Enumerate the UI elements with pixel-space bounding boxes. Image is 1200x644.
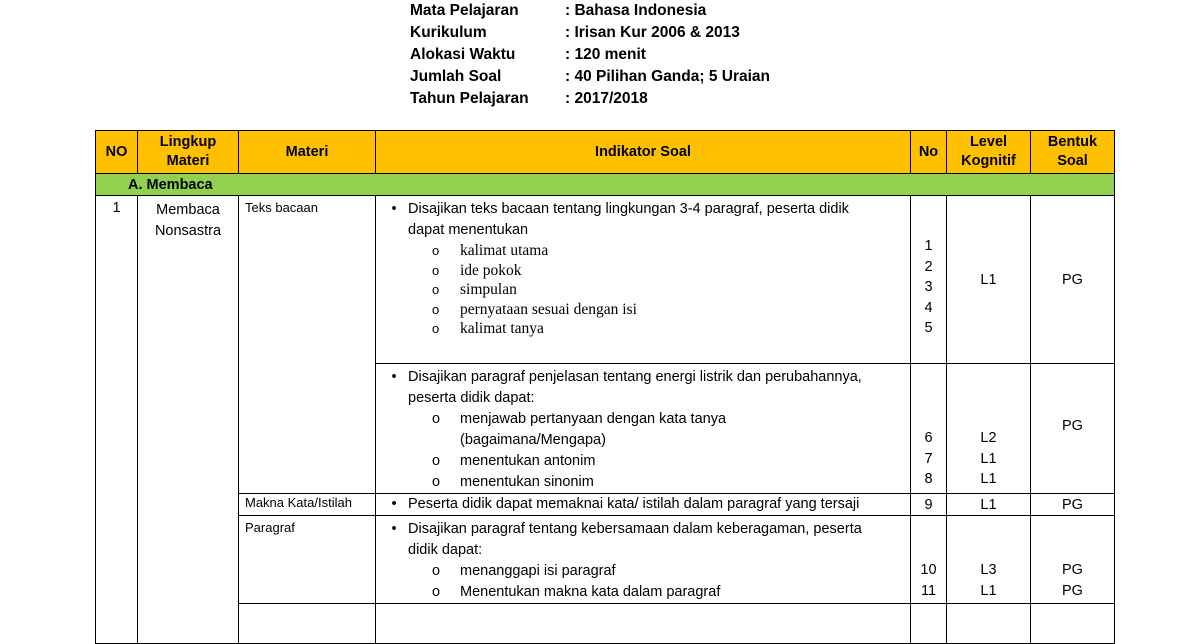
- header-row: [96, 131, 1115, 174]
- table-row: [96, 516, 1115, 604]
- row-no-soal: [911, 516, 947, 604]
- soal-number: 8: [924, 471, 933, 487]
- row-no: 1: [96, 196, 138, 644]
- sub-list: [380, 241, 906, 339]
- sub-item-text: menjawab pertanyaan dengan kata tanya: [460, 411, 727, 427]
- row-level: [947, 604, 1031, 644]
- level-value: L1: [980, 450, 997, 467]
- list-item: [380, 367, 906, 388]
- bullet-icon: •: [391, 496, 397, 512]
- meta-row: [410, 0, 770, 22]
- list-item: [380, 519, 906, 540]
- row-bentuk: [1031, 604, 1115, 644]
- sub-item: [380, 300, 906, 320]
- meta-value: : 40 Pilihan Ganda; 5 Uraian: [565, 68, 771, 85]
- bullet-icon: •: [391, 201, 397, 217]
- row-bentuk: PG: [1031, 494, 1115, 516]
- row-materi: Teks bacaan: [239, 196, 376, 494]
- bentuk-value: PG: [1062, 582, 1083, 599]
- header-materi: Materi: [239, 131, 376, 174]
- sub-item-text: simpulan: [460, 281, 517, 298]
- row-bentuk: [1031, 516, 1115, 604]
- row-level: [947, 364, 1031, 494]
- level-value: L1: [980, 471, 997, 487]
- bullet-icon: •: [391, 369, 397, 385]
- row-no-soal: [911, 196, 947, 364]
- circle-bullet-icon: o: [432, 411, 441, 427]
- level-value: L2: [980, 430, 997, 446]
- indikator-text: Disajikan teks bacaan tentang lingkungan 3-4 paragraf, peserta didik: [408, 201, 849, 217]
- row-materi: Makna Kata/Istilah: [239, 494, 376, 516]
- row-level: [947, 516, 1031, 604]
- header-level: [947, 131, 1031, 174]
- sub-item: [380, 582, 906, 603]
- header-bentuk: [1031, 131, 1115, 174]
- sub-item: [380, 561, 906, 582]
- indikator-text-cont: dapat menentukan: [408, 222, 529, 238]
- lingkup-line1: Membaca: [156, 202, 220, 218]
- sub-item-text: menentukan antonim: [460, 453, 596, 469]
- header-level-line2: Kognitif: [961, 153, 1016, 169]
- meta-row: [410, 44, 770, 66]
- row-indikator: [376, 494, 911, 516]
- soal-number: 1: [924, 238, 933, 254]
- meta-value: : 120 menit: [565, 46, 646, 63]
- meta-label: Kurikulum: [410, 24, 487, 41]
- sub-item: [380, 451, 906, 472]
- table-row: [96, 494, 1115, 516]
- table-row: [96, 196, 1115, 364]
- sub-item-text: kalimat tanya: [460, 320, 544, 337]
- circle-bullet-icon: o: [432, 262, 440, 278]
- row-no-soal: 9: [911, 494, 947, 516]
- meta-value: : 2017/2018: [565, 90, 648, 107]
- meta-label: Mata Pelajaran: [410, 2, 519, 19]
- soal-number: 6: [924, 430, 933, 446]
- row-materi: [239, 604, 376, 644]
- kisi-kisi-table: [95, 130, 1115, 644]
- header-lingkup: [138, 131, 239, 174]
- document-meta: [410, 0, 770, 110]
- meta-label: Jumlah Soal: [410, 68, 502, 85]
- row-lingkup: [138, 196, 239, 644]
- indikator-text-cont: didik dapat:: [408, 542, 483, 558]
- header-indikator: Indikator Soal: [376, 131, 911, 174]
- row-bentuk: PG: [1031, 364, 1115, 494]
- table-row: [96, 604, 1115, 644]
- soal-number: 4: [924, 299, 933, 316]
- header-bentuk-line2: Soal: [1057, 153, 1088, 169]
- lingkup-line2: Nonsastra: [154, 223, 222, 239]
- meta-label: Tahun Pelajaran: [410, 90, 529, 107]
- circle-bullet-icon: o: [432, 282, 440, 297]
- row-indikator: [376, 364, 911, 494]
- row-indikator: [376, 516, 911, 604]
- circle-bullet-icon: o: [432, 474, 441, 490]
- soal-number: 7: [924, 450, 933, 467]
- circle-bullet-icon: o: [432, 453, 441, 469]
- header-lingkup-line1: Lingkup: [159, 134, 217, 150]
- header-no-soal: No: [911, 131, 947, 174]
- header-no: NO: [96, 131, 138, 174]
- sub-item-text: menentukan sinonim: [460, 474, 594, 490]
- header-level-line1: Level: [969, 134, 1008, 150]
- sub-item-text: Menentukan makna kata dalam paragraf: [460, 584, 721, 600]
- sub-item: [380, 280, 906, 300]
- sub-item-text: menanggapi isi paragraf: [460, 563, 616, 579]
- bullet-icon: •: [391, 521, 397, 537]
- soal-number: 11: [920, 582, 937, 599]
- header-bentuk-line1: Bentuk: [1047, 134, 1098, 150]
- circle-bullet-icon: o: [432, 563, 441, 579]
- row-bentuk: PG: [1031, 196, 1115, 364]
- sub-item-text-cont: (bagaimana/Mengapa): [460, 432, 606, 448]
- meta-label: Alokasi Waktu: [410, 46, 516, 63]
- level-value: L1: [980, 582, 997, 599]
- circle-bullet-icon: o: [432, 243, 440, 258]
- sub-item: [380, 319, 906, 339]
- soal-number: 3: [924, 279, 933, 295]
- sub-item-text: ide pokok: [460, 261, 522, 279]
- circle-bullet-icon: o: [432, 584, 441, 600]
- meta-row: [410, 22, 770, 44]
- level-value: L3: [980, 562, 997, 578]
- row-level: L1: [947, 494, 1031, 516]
- soal-number: 10: [920, 562, 937, 578]
- row-level: L1: [947, 196, 1031, 364]
- sub-item: [380, 241, 906, 261]
- row-no-soal: [911, 364, 947, 494]
- list-item: [380, 494, 906, 515]
- sub-item-text: kalimat utama: [460, 242, 549, 259]
- sub-item-text: pernyataan sesuai dengan isi: [460, 300, 637, 318]
- meta-value: : Bahasa Indonesia: [565, 2, 707, 19]
- indikator-text: Disajikan paragraf penjelasan tentang energi listrik dan perubahannya,: [408, 369, 862, 385]
- row-indikator: [376, 604, 911, 644]
- sub-item: [380, 472, 906, 493]
- header-lingkup-line2: Materi: [166, 153, 210, 169]
- meta-row: [410, 88, 770, 110]
- sub-item: [380, 261, 906, 281]
- meta-value: : Irisan Kur 2006 & 2013: [565, 24, 740, 41]
- row-no-soal: [911, 604, 947, 644]
- indikator-text: Peserta didik dapat memaknai kata/ istilah dalam paragraf yang tersaji: [408, 496, 860, 512]
- soal-number: 2: [924, 258, 933, 275]
- circle-bullet-icon: o: [432, 301, 440, 317]
- indikator-text-cont: peserta didik dapat:: [408, 390, 535, 406]
- list-item: [380, 199, 906, 220]
- row-materi: Paragraf: [239, 516, 376, 604]
- meta-row: [410, 66, 770, 88]
- sub-item: [380, 409, 906, 430]
- soal-number: 5: [924, 320, 933, 336]
- section-label: A. Membaca: [96, 174, 1115, 196]
- row-indikator: [376, 196, 911, 364]
- bentuk-value: PG: [1062, 562, 1083, 578]
- circle-bullet-icon: o: [432, 321, 440, 336]
- indikator-text: Disajikan paragraf tentang kebersamaan dalam keberagaman, peserta: [408, 521, 862, 537]
- section-row: [96, 174, 1115, 196]
